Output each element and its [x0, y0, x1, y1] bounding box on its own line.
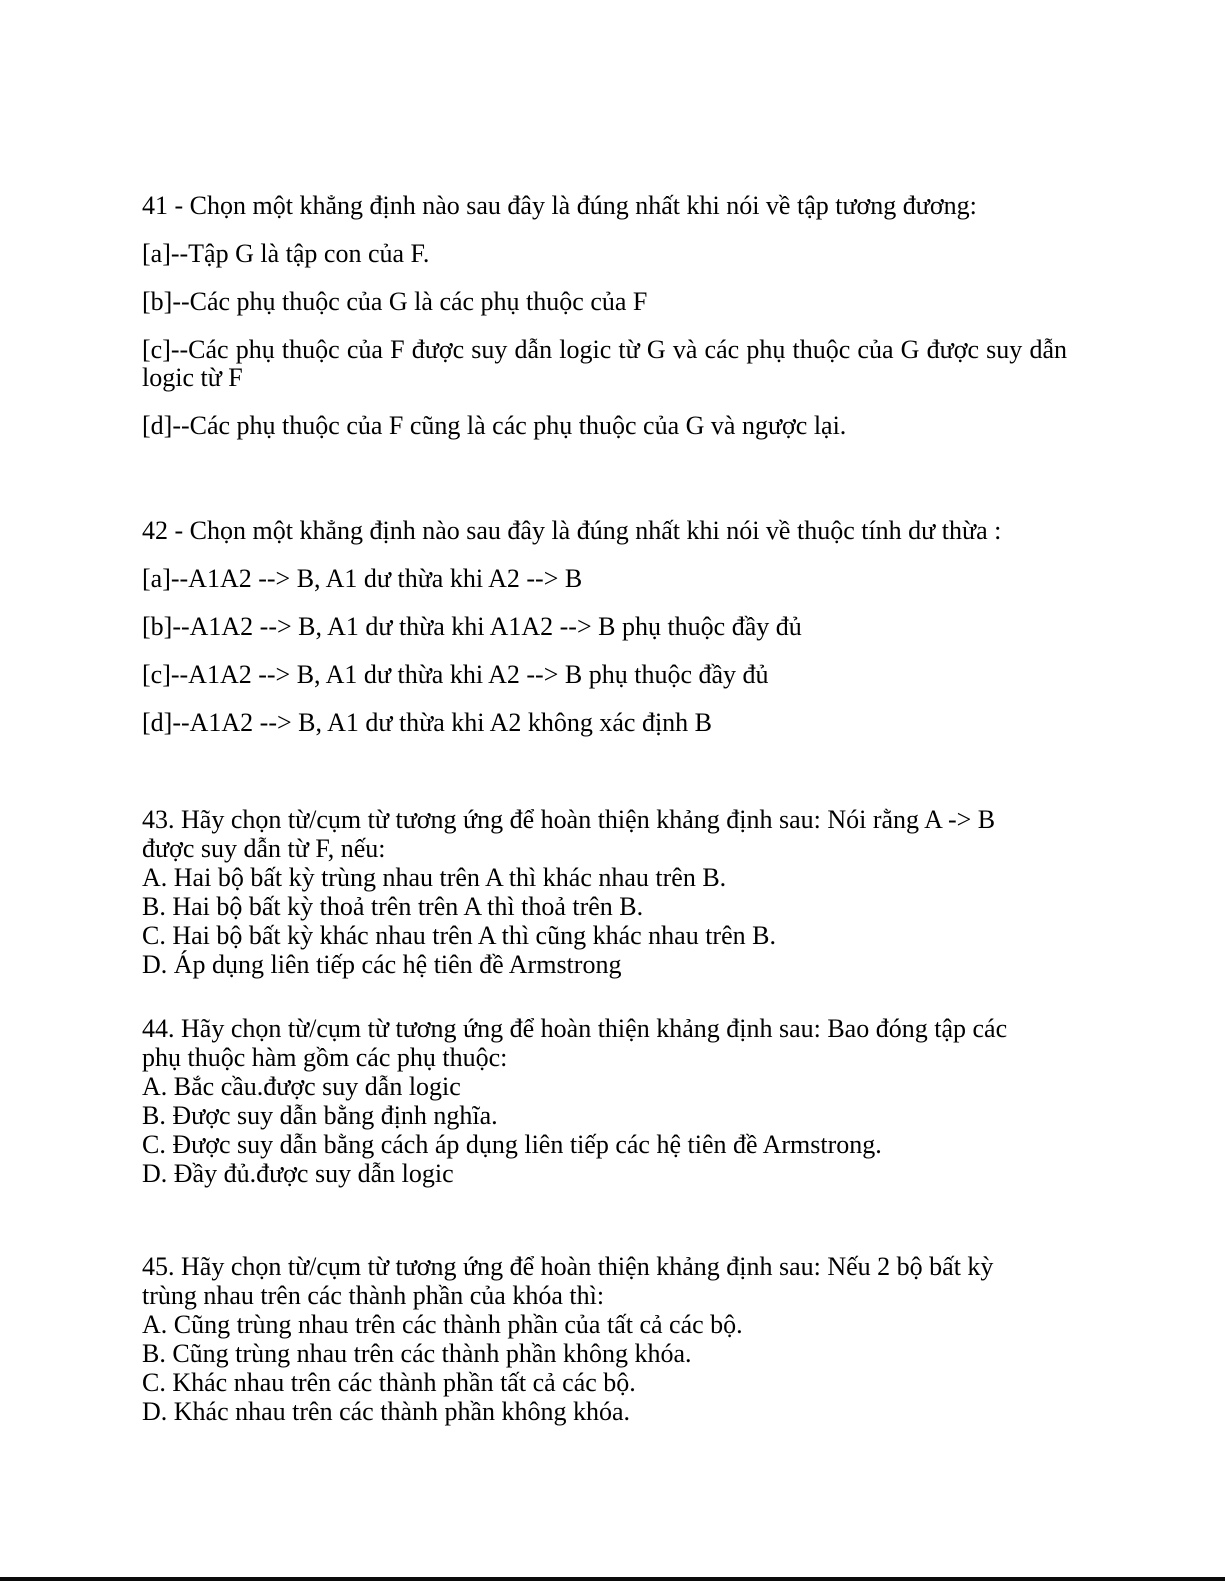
question-44-option-b: B. Được suy dẫn bằng định nghĩa.: [142, 1101, 498, 1130]
question-43-option-a: A. Hai bộ bất kỳ trùng nhau trên A thì khác nhau trên B.: [142, 863, 727, 892]
question-41-option-a: [a]--Tập G là tập con của F.: [142, 239, 430, 268]
question-42-option-a: [a]--A1A2 --> B, A1 dư thừa khi A2 --> B: [142, 564, 583, 593]
question-45-header-line-2: trùng nhau trên các thành phần của khóa thì:: [142, 1281, 605, 1310]
question-45-option-c: C. Khác nhau trên các thành phần tất cả các bộ.: [142, 1368, 636, 1397]
question-44-header-line-2: phụ thuộc hàm gồm các phụ thuộc:: [142, 1043, 508, 1072]
question-44-option-d: D. Đầy đủ.được suy dẫn logic: [142, 1159, 454, 1188]
question-42: [142, 517, 1067, 757]
question-44-option-a: A. Bắc cầu.được suy dẫn logic: [142, 1072, 461, 1101]
question-45-option-a: A. Cũng trùng nhau trên các thành phần của tất cả các bộ.: [142, 1310, 743, 1339]
question-41-option-c: [c]--Các phụ thuộc của F được suy dẫn logic từ G và các phụ thuộc của G được suy dẫn logic từ F: [142, 335, 1067, 392]
question-45-option-b: B. Cũng trùng nhau trên các thành phần không khóa.: [142, 1339, 692, 1368]
question-45-option-d: D. Khác nhau trên các thành phần không khóa.: [142, 1397, 631, 1426]
question-41-header: 41 - Chọn một khẳng định nào sau đây là đúng nhất khi nói về tập tương đương:: [142, 191, 977, 220]
question-43-option-d: D. Áp dụng liên tiếp các hệ tiên đề Armstrong: [142, 950, 622, 979]
page-bottom-divider: [0, 1577, 1225, 1581]
question-45-header-line-1: 45. Hãy chọn từ/cụm từ tương ứng để hoàn thiện khảng định sau: Nếu 2 bộ bất kỳ: [142, 1252, 994, 1281]
question-44-option-c: C. Được suy dẫn bằng cách áp dụng liên tiếp các hệ tiên đề Armstrong.: [142, 1130, 882, 1159]
question-42-option-c: [c]--A1A2 --> B, A1 dư thừa khi A2 --> B phụ thuộc đầy đủ: [142, 660, 769, 689]
question-43-option-c: C. Hai bộ bất kỳ khác nhau trên A thì cũng khác nhau trên B.: [142, 921, 776, 950]
question-44: [142, 1014, 1067, 1188]
question-42-option-b: [b]--A1A2 --> B, A1 dư thừa khi A1A2 --> B phụ thuộc đầy đủ: [142, 612, 802, 641]
question-41-option-d: [d]--Các phụ thuộc của F cũng là các phụ thuộc của G và ngược lại.: [142, 411, 847, 440]
question-44-header-line-1: 44. Hãy chọn từ/cụm từ tương ứng để hoàn thiện khảng định sau: Bao đóng tập các: [142, 1014, 1008, 1043]
question-45: [142, 1252, 1067, 1426]
question-41-option-b: [b]--Các phụ thuộc của G là các phụ thuộc của F: [142, 287, 648, 316]
question-43-header-line-1: 43. Hãy chọn từ/cụm từ tương ứng để hoàn thiện khảng định sau: Nói rằng A -> B: [142, 805, 996, 834]
question-43-header-line-2: được suy dẫn từ F, nếu:: [142, 834, 386, 863]
question-42-header: 42 - Chọn một khẳng định nào sau đây là đúng nhất khi nói về thuộc tính dư thừa :: [142, 516, 1002, 545]
question-43-option-b: B. Hai bộ bất kỳ thoả trên trên A thì thoả trên B.: [142, 892, 644, 921]
question-41: [142, 192, 1067, 460]
question-42-option-d: [d]--A1A2 --> B, A1 dư thừa khi A2 không xác định B: [142, 708, 713, 737]
question-43: [142, 805, 1067, 979]
